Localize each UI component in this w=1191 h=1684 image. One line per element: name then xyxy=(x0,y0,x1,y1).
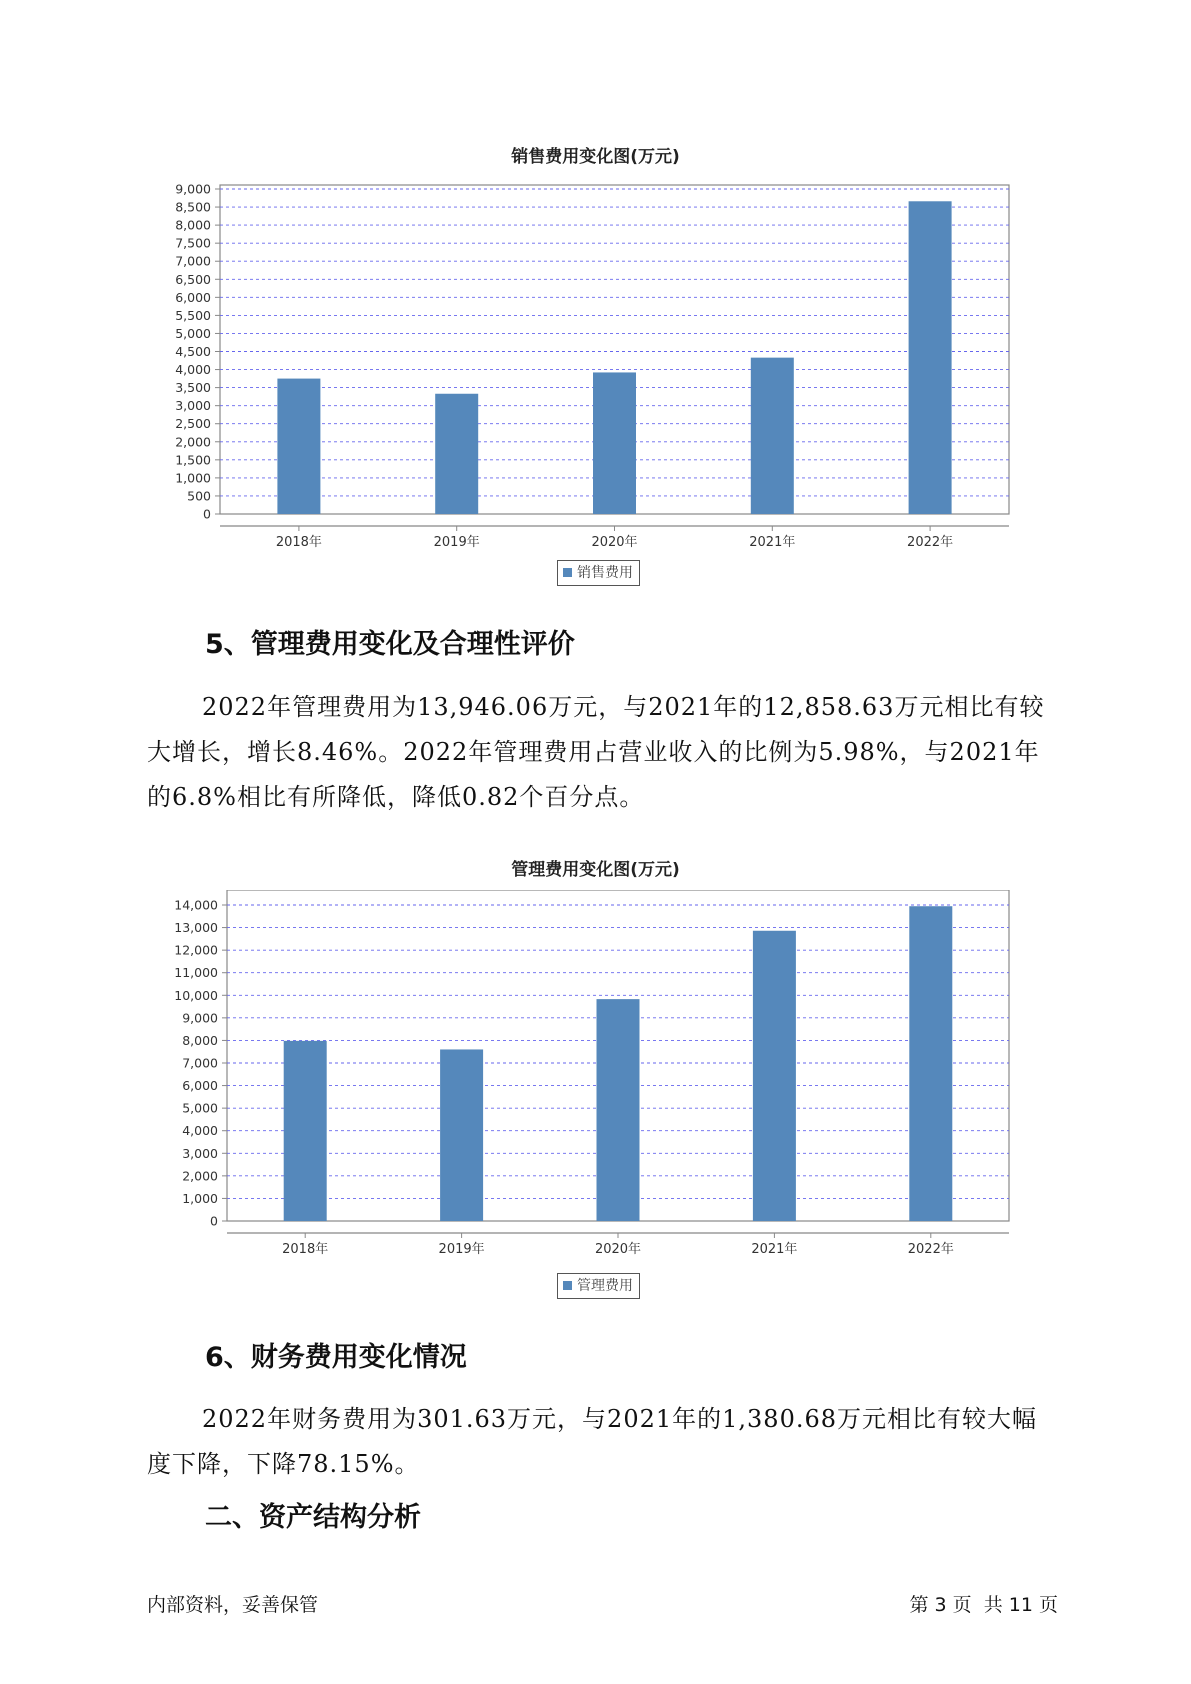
y-tick-label: 0 xyxy=(210,1213,218,1229)
sales-expense-chart xyxy=(0,175,1191,695)
bar-2021年 xyxy=(753,931,796,1221)
y-tick-label: 4,000 xyxy=(175,362,211,378)
y-tick-label: 6,500 xyxy=(175,271,211,287)
y-tick-label: 5,500 xyxy=(175,307,211,323)
bar-2018年 xyxy=(284,1041,327,1221)
y-tick-label: 1,000 xyxy=(182,1190,218,1206)
y-tick-label: 6,000 xyxy=(175,289,211,305)
x-tick-label: 2022年 xyxy=(907,1242,954,1257)
y-tick-label: 5,000 xyxy=(182,1100,218,1116)
y-tick-label: 12,000 xyxy=(174,942,218,958)
y-tick-label: 10,000 xyxy=(174,987,218,1003)
admin-expense-paragraph: 2022年管理费用为13,946.06万元，与2021年的12,858.63万元相比有较大增长，增长8.46%。2022年管理费用占营业收入的比例为5.98%，与2021年的6.8%相比有所降低，降低0.82个百分点。 xyxy=(147,693,1045,811)
x-tick-label: 2019年 xyxy=(433,535,480,550)
x-tick-label: 2019年 xyxy=(438,1242,485,1257)
y-tick-label: 500 xyxy=(187,488,211,504)
y-tick-label: 1,000 xyxy=(175,470,211,486)
admin-chart-title: 管理费用变化图(万元) xyxy=(511,860,680,880)
y-tick-label: 2,000 xyxy=(182,1168,218,1184)
bar-2020年 xyxy=(593,372,636,514)
y-tick-label: 2,500 xyxy=(175,416,211,432)
bar-2021年 xyxy=(751,358,794,514)
x-tick-label: 2021年 xyxy=(751,1242,798,1257)
bar-2022年 xyxy=(909,906,952,1221)
legend-label: 管理费用 xyxy=(577,1278,633,1294)
x-tick-label: 2018年 xyxy=(282,1242,329,1257)
footer-page-number: 第 3 页 共 11 页 xyxy=(909,1594,1058,1616)
y-tick-label: 9,000 xyxy=(175,181,211,197)
x-tick-label: 2021年 xyxy=(749,535,796,550)
admin-expense-chart xyxy=(0,890,1191,1270)
sales-chart-title: 销售费用变化图(万元) xyxy=(511,147,680,167)
y-tick-label: 4,000 xyxy=(182,1123,218,1139)
asset-structure-heading: 二、资产结构分析 xyxy=(205,1502,421,1533)
y-tick-label: 8,500 xyxy=(175,199,211,215)
legend-swatch xyxy=(563,1281,572,1290)
x-tick-label: 2020年 xyxy=(591,535,638,550)
y-tick-label: 14,000 xyxy=(174,897,218,913)
y-tick-label: 13,000 xyxy=(174,920,218,936)
x-tick-label: 2018年 xyxy=(275,535,322,550)
y-tick-label: 2,000 xyxy=(175,434,211,450)
y-tick-label: 5,000 xyxy=(175,325,211,341)
y-tick-label: 9,000 xyxy=(182,1010,218,1026)
y-tick-label: 3,000 xyxy=(175,398,211,414)
y-tick-label: 3,000 xyxy=(182,1145,218,1161)
y-tick-label: 7,000 xyxy=(175,253,211,269)
bar-2019年 xyxy=(435,394,478,514)
sales-chart-legend xyxy=(557,560,640,586)
footer-confidential: 内部资料，妥善保管 xyxy=(147,1594,319,1616)
x-tick-label: 2020年 xyxy=(594,1242,642,1257)
y-tick-label: 8,000 xyxy=(175,217,211,233)
y-tick-label: 6,000 xyxy=(182,1078,218,1094)
bar-2022年 xyxy=(909,201,952,514)
y-tick-label: 11,000 xyxy=(174,965,218,981)
admin-chart-legend xyxy=(557,1273,640,1299)
y-tick-label: 8,000 xyxy=(182,1032,218,1048)
legend-label: 销售费用 xyxy=(577,565,633,581)
bar-2020年 xyxy=(597,999,640,1221)
y-tick-label: 7,000 xyxy=(182,1055,218,1071)
finance-expense-heading: 6、财务费用变化情况 xyxy=(205,1342,467,1373)
y-tick-label: 4,500 xyxy=(175,344,211,359)
bar-2019年 xyxy=(440,1049,483,1221)
y-tick-label: 3,500 xyxy=(175,380,211,396)
admin-expense-heading: 5、管理费用变化及合理性评价 xyxy=(205,629,575,660)
y-tick-label: 0 xyxy=(203,506,211,522)
bar-2018年 xyxy=(277,379,320,514)
finance-expense-paragraph: 2022年财务费用为301.63万元，与2021年的1,380.68万元相比有较大幅度下降，下降78.15%。 xyxy=(147,1405,1038,1478)
y-tick-label: 1,500 xyxy=(175,452,211,468)
x-tick-label: 2022年 xyxy=(907,535,954,550)
legend-swatch xyxy=(563,568,572,577)
y-tick-label: 7,500 xyxy=(175,235,211,251)
